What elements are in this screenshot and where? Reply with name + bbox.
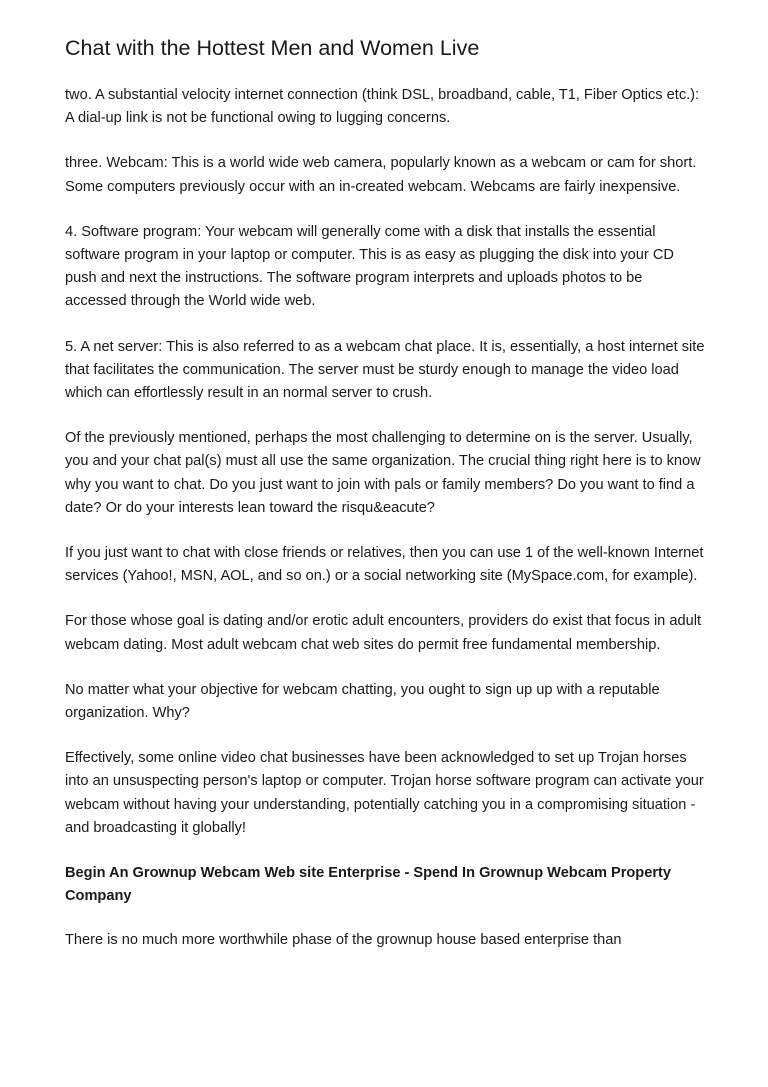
paragraph-final: There is no much more worthwhile phase of the grownup house based enterprise than — [65, 932, 622, 949]
paragraph-internet-connection: two. A substantial velocity internet connection (think DSL, broadband, cable, T1, Fiber Optics etc.): A dial-up link is not be functional owing to lugging concerns. — [65, 87, 700, 127]
paragraph-software-program: 4. Software program: Your webcam will generally come with a disk that installs the essential software program in your laptop or computer. This is as easy as plugging the disk into your CD push and next the instructions. The software program interprets and uploads photos to be accessed through the World wide web. — [65, 223, 674, 310]
paragraph-reputable-organization: No matter what your objective for webcam chatting, you ought to sign up up with a reputable organization. Why? — [65, 681, 660, 722]
section-heading: Begin An Grownup Webcam Web site Enterprise - Spend In Grownup Webcam Property Company — [65, 865, 671, 905]
paragraph-webcam: three. Webcam: This is a world wide web camera, popularly known as a webcam or cam for short. Some computers previously occur with an in-created webcam. Webcams are fairly inexpensive. — [65, 155, 697, 195]
paragraph-choosing-server: Of the previously mentioned, perhaps the most challenging to determine on is the server. Usually, you and your chat pal(s) must all use the same organization. The crucial thing right here is to know why you want to chat. Do you just want to join with pals or family members? Do you want to find a date? Or do your interests lean toward the risqu&eacute? — [65, 430, 701, 516]
paragraph-dating: For those whose goal is dating and/or erotic adult encounters, providers do exist that focus in adult webcam dating. Most adult webcam chat web sites do permit free fundamental membership. — [65, 613, 702, 653]
paragraph-trojan-horses: Effectively, some online video chat businesses have been acknowledged to set up Trojan horses into an unsuspecting person's laptop or computer. Trojan horse software program can activate your webcam without having your understanding, potentially catching you in a compromising situation - and broadcasting it globally! — [65, 750, 704, 836]
paragraph-net-server: 5. A net server: This is also referred to as a webcam chat place. It is, essentially, a host internet site that facilitates the communication. The server must be sturdy enough to manage the video load which can effortlessly result in an normal server to crush. — [65, 338, 705, 402]
document-title: Chat with the Hottest Men and Women Live — [65, 36, 480, 60]
paragraph-friends-relatives: If you just want to chat with close friends or relatives, then you can use 1 of the well-known Internet services (Yahoo!, MSN, AOL, and so on.) or a social networking site (MySpace.com, for example). — [65, 545, 704, 585]
